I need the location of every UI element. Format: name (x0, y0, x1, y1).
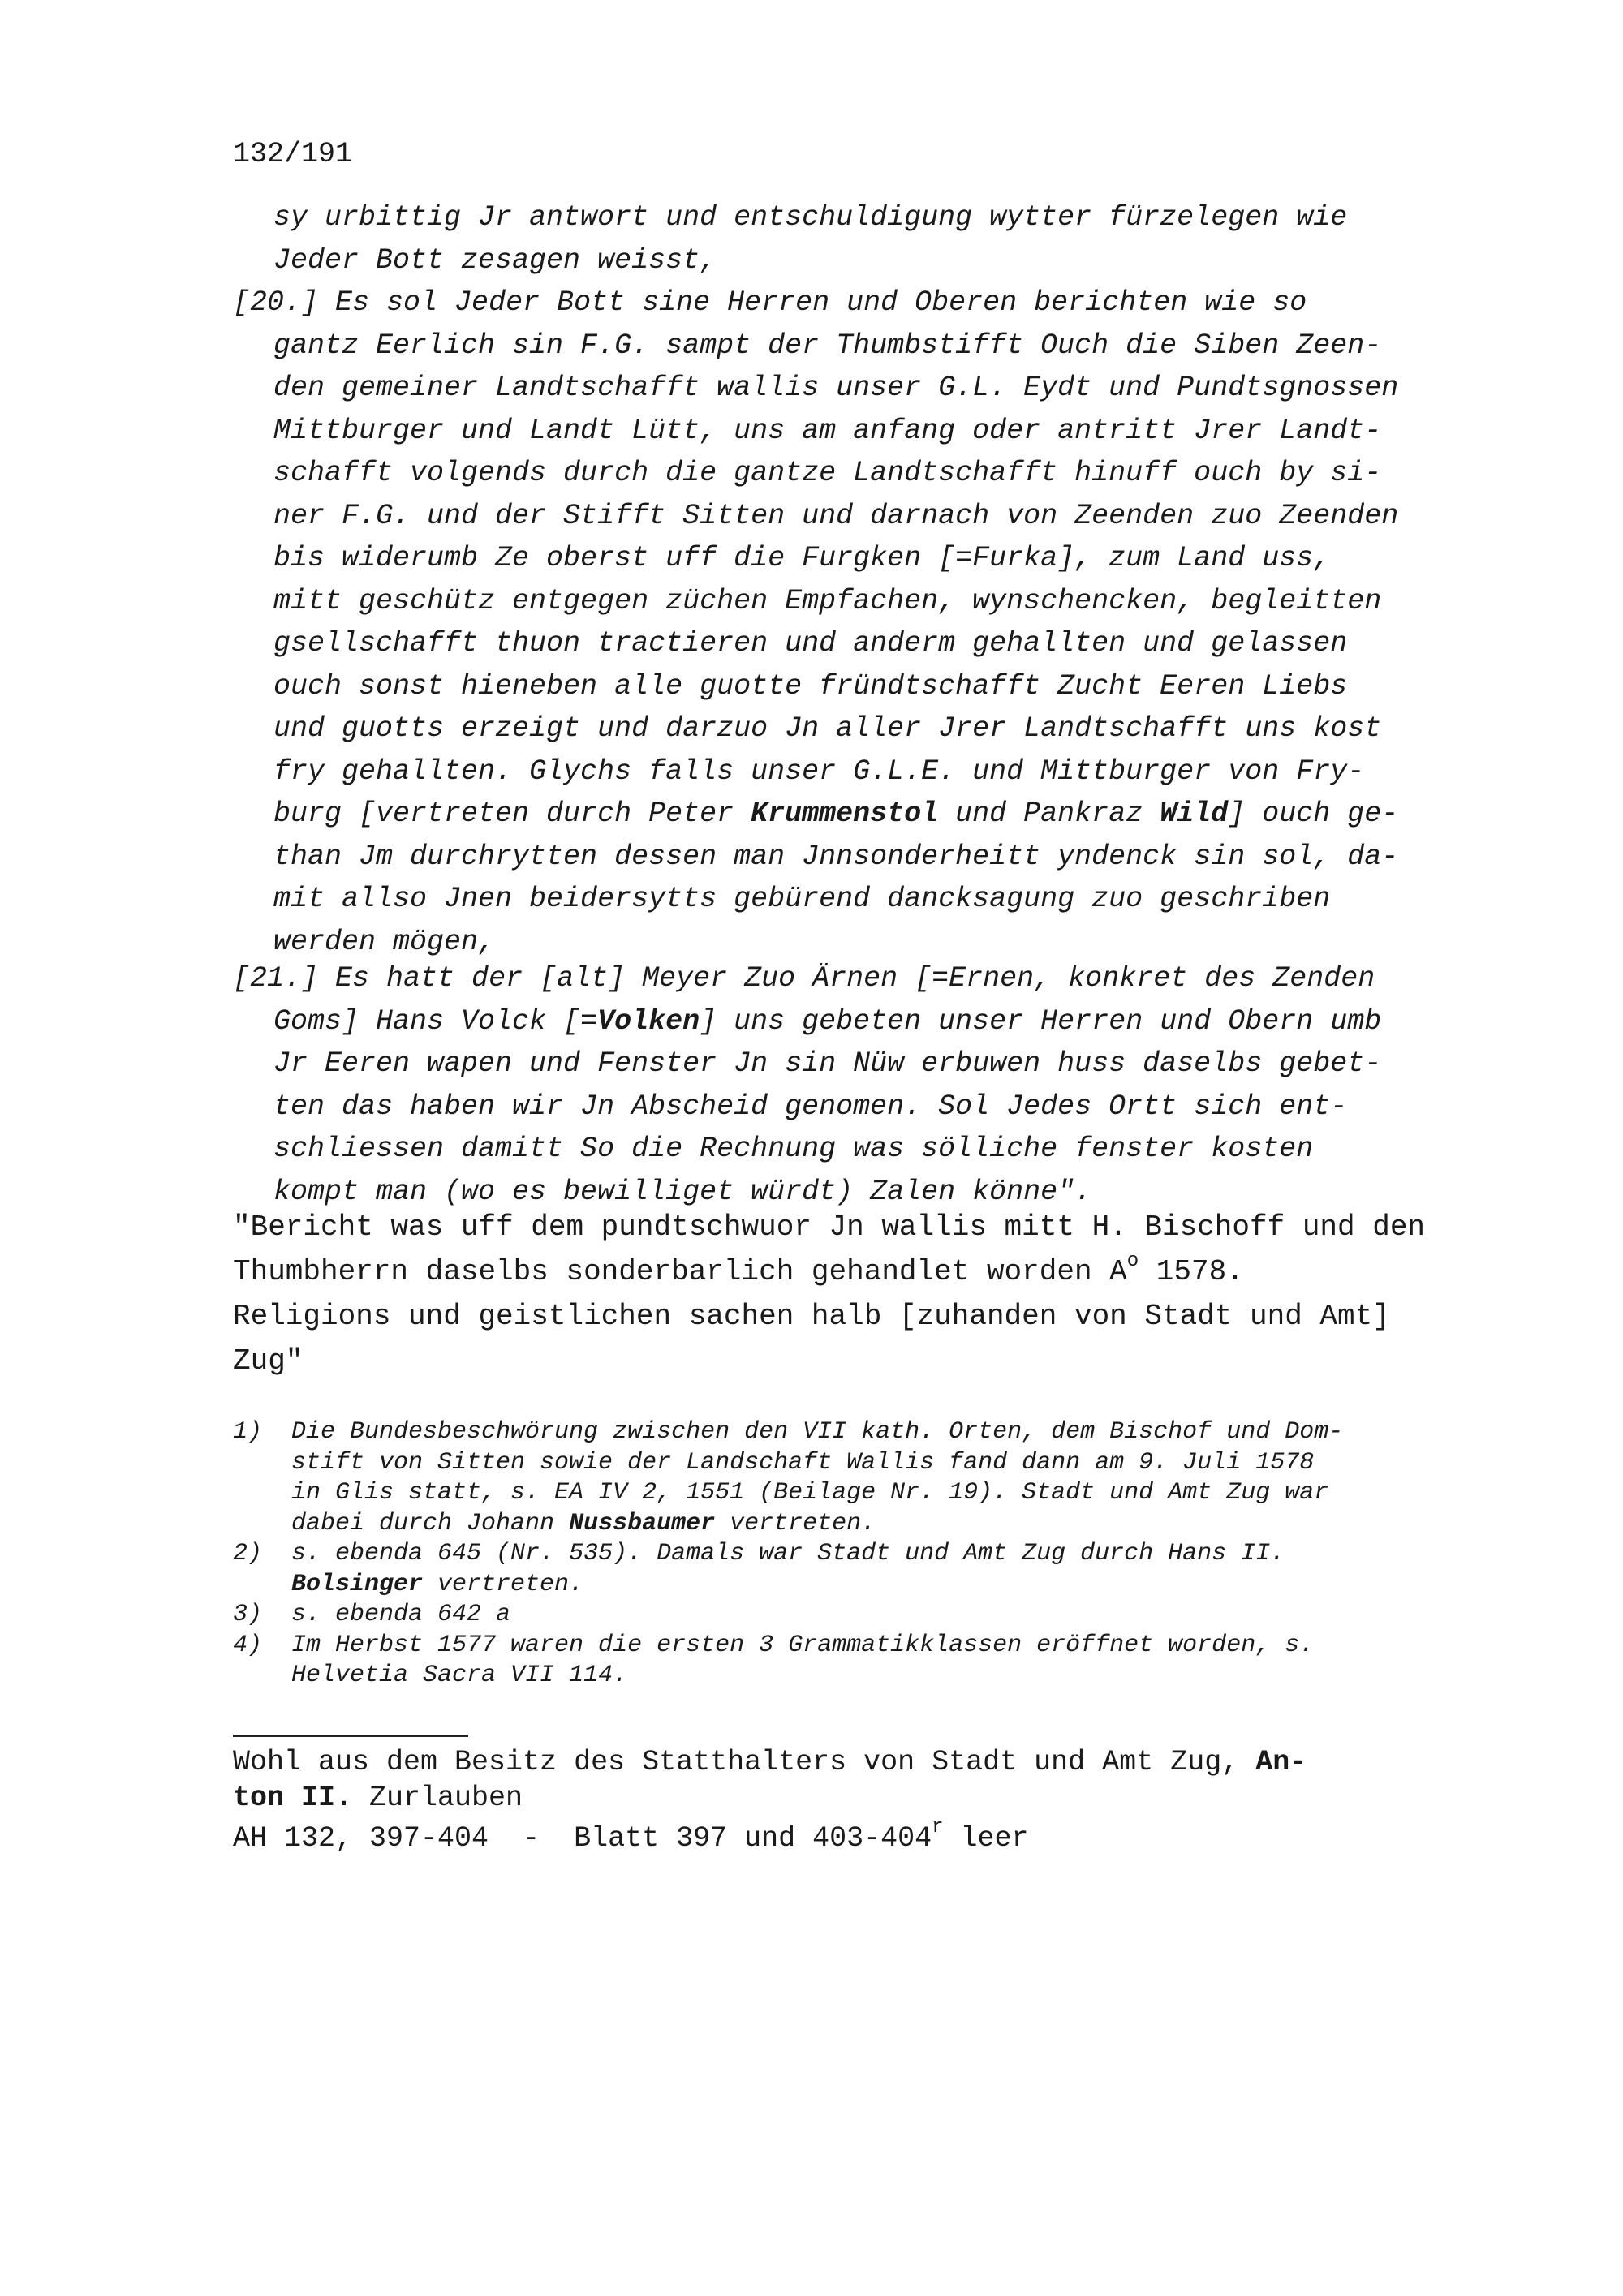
text-line: burg [vertreten durch Peter Krummenstol und Pankraz Wild] ouch ge- (273, 798, 1399, 830)
text-line: mit allso Jnen beidersytts gebürend dancksagung zuo geschriben (273, 883, 1331, 915)
item-21-label: [21.] (233, 962, 319, 995)
text-line: Es hatt der [alt] Meyer Zuo Ärnen [=Ernen, konkret des Zenden (318, 962, 1375, 995)
text-line: schliessen damitt So die Rechnung was sölliche fenster kosten (273, 1133, 1314, 1165)
text-line: ton II. Zurlauben (233, 1782, 523, 1814)
name-volken: Volken (597, 1004, 700, 1038)
footnote-4: 4) Im Herbst 1577 waren die ersten 3 Grammatikklassen eröffnet worden, s. Helvetia Sacra VII 114. (233, 1631, 1343, 1692)
item-20-label: [20.] (233, 286, 319, 319)
text-line: ten das haben wir Jn Abscheid genomen. Sol Jedes Ortt sich ent- (273, 1090, 1348, 1123)
text-line: Wohl aus dem Besitz des Statthalters von Stadt und Amt Zug, An- (233, 1746, 1307, 1778)
text-line: werden mögen, (273, 925, 496, 958)
text-line: Goms] Hans Volck [=Volken] uns gebeten unser Herren und Obern umb (273, 1004, 1382, 1038)
text-line: mitt geschütz entgegen züchen Empfachen, wynschencken, begleitten (273, 584, 1382, 617)
text-line: Jr Eeren wapen und Fenster Jn sin Nüw erbuwen huss daselbs gebet- (273, 1047, 1382, 1080)
text-line: ouch sonst hieneben alle guotte fründtschafft Zucht Eeren Liebs (273, 669, 1348, 703)
text-line: Zug" (233, 1344, 304, 1378)
text-line: gsellschafft thuon tractieren und anderm gehallten und gelassen (273, 627, 1348, 660)
item-20-paragraph (233, 282, 1499, 963)
footnote-number: 3) (233, 1601, 263, 1628)
footnote-number: 1) (233, 1418, 263, 1446)
footnote-number: 4) (233, 1631, 263, 1659)
name-krummenstol: Krummenstol (751, 798, 939, 830)
text-line: und guotts erzeigt und darzuo Jn aller Jrer Landtschafft uns kost (273, 712, 1382, 745)
source-note (233, 1744, 1307, 1856)
text-line: Es sol Jeder Bott sine Herren und Oberen berichten wie so (318, 286, 1307, 319)
footnote-3: 3) s. ebenda 642 a (233, 1600, 1343, 1631)
item-21-paragraph (233, 957, 1499, 1213)
intro-paragraph (233, 196, 1499, 282)
text-line: ner F.G. und der Stifft Sitten und darnach von Zeenden zuo Zeenden (273, 499, 1399, 532)
name-wild: Wild (1160, 798, 1229, 830)
text-line: fry gehallten. Glychs falls unser G.L.E. und Mittburger von Fry- (273, 755, 1365, 788)
report-heading (233, 1205, 1425, 1383)
footnotes (233, 1417, 1343, 1692)
text-line: den gemeiner Landtschafft wallis unser G.L. Eydt und Pundtsgnossen (273, 372, 1399, 404)
text-line: than Jm durchrytten dessen man Jnnsonderheitt yndenck sin sol, da- (273, 840, 1399, 873)
name-bolsinger: Bolsinger (291, 1570, 424, 1598)
footnote-number: 2) (233, 1540, 263, 1567)
text-line: Religions und geistlichen sachen halb [zuhanden von Stadt und Amt] (233, 1300, 1390, 1333)
name-anton-ii: ton II. (233, 1782, 353, 1814)
text-line: "Bericht was uff dem pundtschwuor Jn wallis mitt H. Bischoff und den (233, 1210, 1426, 1244)
text-line: Jeder Bott zesagen weisst, (273, 243, 717, 277)
divider-rule (233, 1735, 468, 1737)
text-line: kompt man (wo es bewilliget würdt) Zalen könne". (273, 1175, 1092, 1208)
text-line: gantz Eerlich sin F.G. sampt der Thumbstifft Ouch die Siben Zeen- (273, 329, 1382, 362)
page-number: 132/191 (233, 138, 353, 170)
name-nussbaumer: Nussbaumer (569, 1509, 716, 1537)
text-line: bis widerumb Ze oberst uff die Furgken [=Furka], zum Land uss, (273, 542, 1331, 574)
footnote-2: 2) s. ebenda 645 (Nr. 535). Damals war Stadt und Amt Zug durch Hans II. Bolsinger vertreten. (233, 1539, 1343, 1600)
footnote-1: 1) Die Bundesbeschwörung zwischen den VII kath. Orten, dem Bischof und Dom- stift von Sitten sowie der Landschaft Wallis fand dann am 9. Juli 1578 in Glis statt, s. EA IV 2, 1551 (Beilage Nr. 19). Stadt und Amt Zug war dabei durch Johann Nussbaumer vertreten. (233, 1417, 1343, 1539)
text-line: schafft volgends durch die gantze Landtschafft hinuff ouch by si- (273, 457, 1382, 489)
text-line: Thumbherrn daselbs sonderbarlich gehandlet worden $A^o$ 1578. (233, 1250, 1244, 1288)
archive-reference: AH 132, 397-404 - Blatt 397 und 403-404$^r$ leer (233, 1817, 1029, 1855)
text-line: sy urbittig Jr antwort und entschuldigung wytter fürzelegen wie (273, 201, 1348, 234)
text-line: Mittburger und Landt Lütt, uns am anfang oder antritt Jrer Landt- (273, 414, 1382, 447)
